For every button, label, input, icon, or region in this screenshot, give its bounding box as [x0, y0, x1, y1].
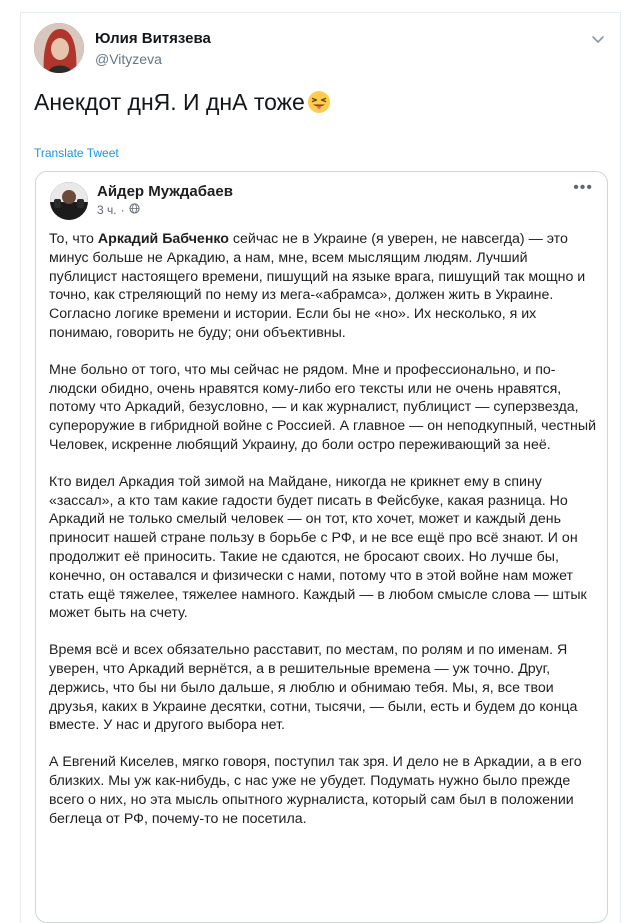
- squinting-face-with-tongue-icon: [307, 90, 331, 114]
- paragraph-text: Время всё и всех обязательно расставит, по местам, по ролям и по именам. Я уверен, что Аркадий вернётся, а в решительные времена — уж точно. Друг, держись, что бы ни было дальше, я люблю и обнимаю тебя. Мы, я, все твои друзья, каких в Украине десятки, сотни, тысячи, — были, есть и будем до конца вместе. У нас и другого выбора нет.: [49, 642, 578, 734]
- quoted-post-time[interactable]: 3 ч.: [97, 203, 117, 217]
- translate-tweet-link[interactable]: Translate Tweet: [34, 146, 119, 160]
- paragraph: [49, 230, 597, 343]
- globe-icon: [129, 203, 140, 217]
- paragraph-text: То, что: [49, 231, 98, 247]
- paragraph-text: сейчас не в Украине (я уверен, не навсегда) — это минус больше не Аркадию, а нам, мне, всем мыслящим людям. Лучший публицист настоящего времени, пишущий на языке врага, пишущий так мощно и точно, как стреляющий по нему из мега-«абрамса», должен жить в Украине. Согласно логике времени и истории. Если бы не «но». Их несколько, я их понимаю, говорить не буду; они объективны.: [49, 231, 586, 341]
- author-name[interactable]: Юлия Витязева: [95, 30, 211, 47]
- quoted-post[interactable]: [35, 171, 608, 923]
- highlighted-name: Аркадий Бабченко: [97, 231, 229, 247]
- chevron-down-icon[interactable]: [590, 31, 606, 47]
- tweet-text: [34, 87, 331, 117]
- paragraph: [49, 473, 597, 623]
- quoted-post-body: [49, 230, 597, 828]
- paragraph: [49, 641, 597, 735]
- tweet-card: [20, 12, 621, 923]
- quoted-post-meta: [97, 203, 140, 217]
- paragraph-text: Мне больно от того, что мы сейчас не рядом. Мне и профессионально, и по-людски обидно, очень нравятся кому-либо его тексты или не очень нравятся, потому что Аркадий, безусловно, — и как журналист, публицист — суперзвезда, супероружие в гибридной войне с Россией. А главное — он неподкупный, честный Человек, искренне любящий Украину, до боли остро переживающий за неё.: [49, 361, 597, 453]
- dot-separator: ·: [120, 203, 125, 217]
- quoted-avatar-image: [50, 182, 88, 220]
- paragraph-text: Кто видел Аркадия той зимой на Майдане, никогда не крикнет ему в спину «зассал», а кто там какие гадости будет писать в Фейсбуке, какая разница. Но Аркадий не только смелый человек — он тот, кто хочет, может и каждый день приносит нашей стране пользу в борьбе с РФ, и не все ещё про всё знают. И он продолжит её приносить. Такие не сдаются, не бросают своих. Но лучше бы, конечно, он оставался и физически с нами, потому что в этой войне нам может стать ещё тяжелее, тяжелее намного. Каждый — в любом смысле слова — штык может быть на счету.: [49, 473, 587, 622]
- quoted-author-name[interactable]: Айдер Муждабаев: [97, 183, 233, 200]
- more-icon[interactable]: •••: [573, 179, 593, 196]
- tweet-text-content: Анекдот днЯ. И днА тоже: [34, 89, 305, 115]
- paragraph: [49, 753, 597, 828]
- avatar[interactable]: [34, 23, 84, 73]
- avatar-image: [34, 23, 84, 73]
- author-handle[interactable]: @Vityzeva: [95, 51, 162, 67]
- quoted-post-avatar[interactable]: [50, 182, 88, 220]
- paragraph-text: А Евгений Киселев, мягко говоря, поступил так зря. И дело не в Аркадии, а в его близких. Мы уж как-нибудь, с нас уже не убудет. Подумать нужно было прежде всего о них, но эта мысль опытного журналиста, который сам был в положении беглеца от РФ, почему-то не посетила.: [49, 754, 582, 827]
- paragraph: [49, 361, 597, 455]
